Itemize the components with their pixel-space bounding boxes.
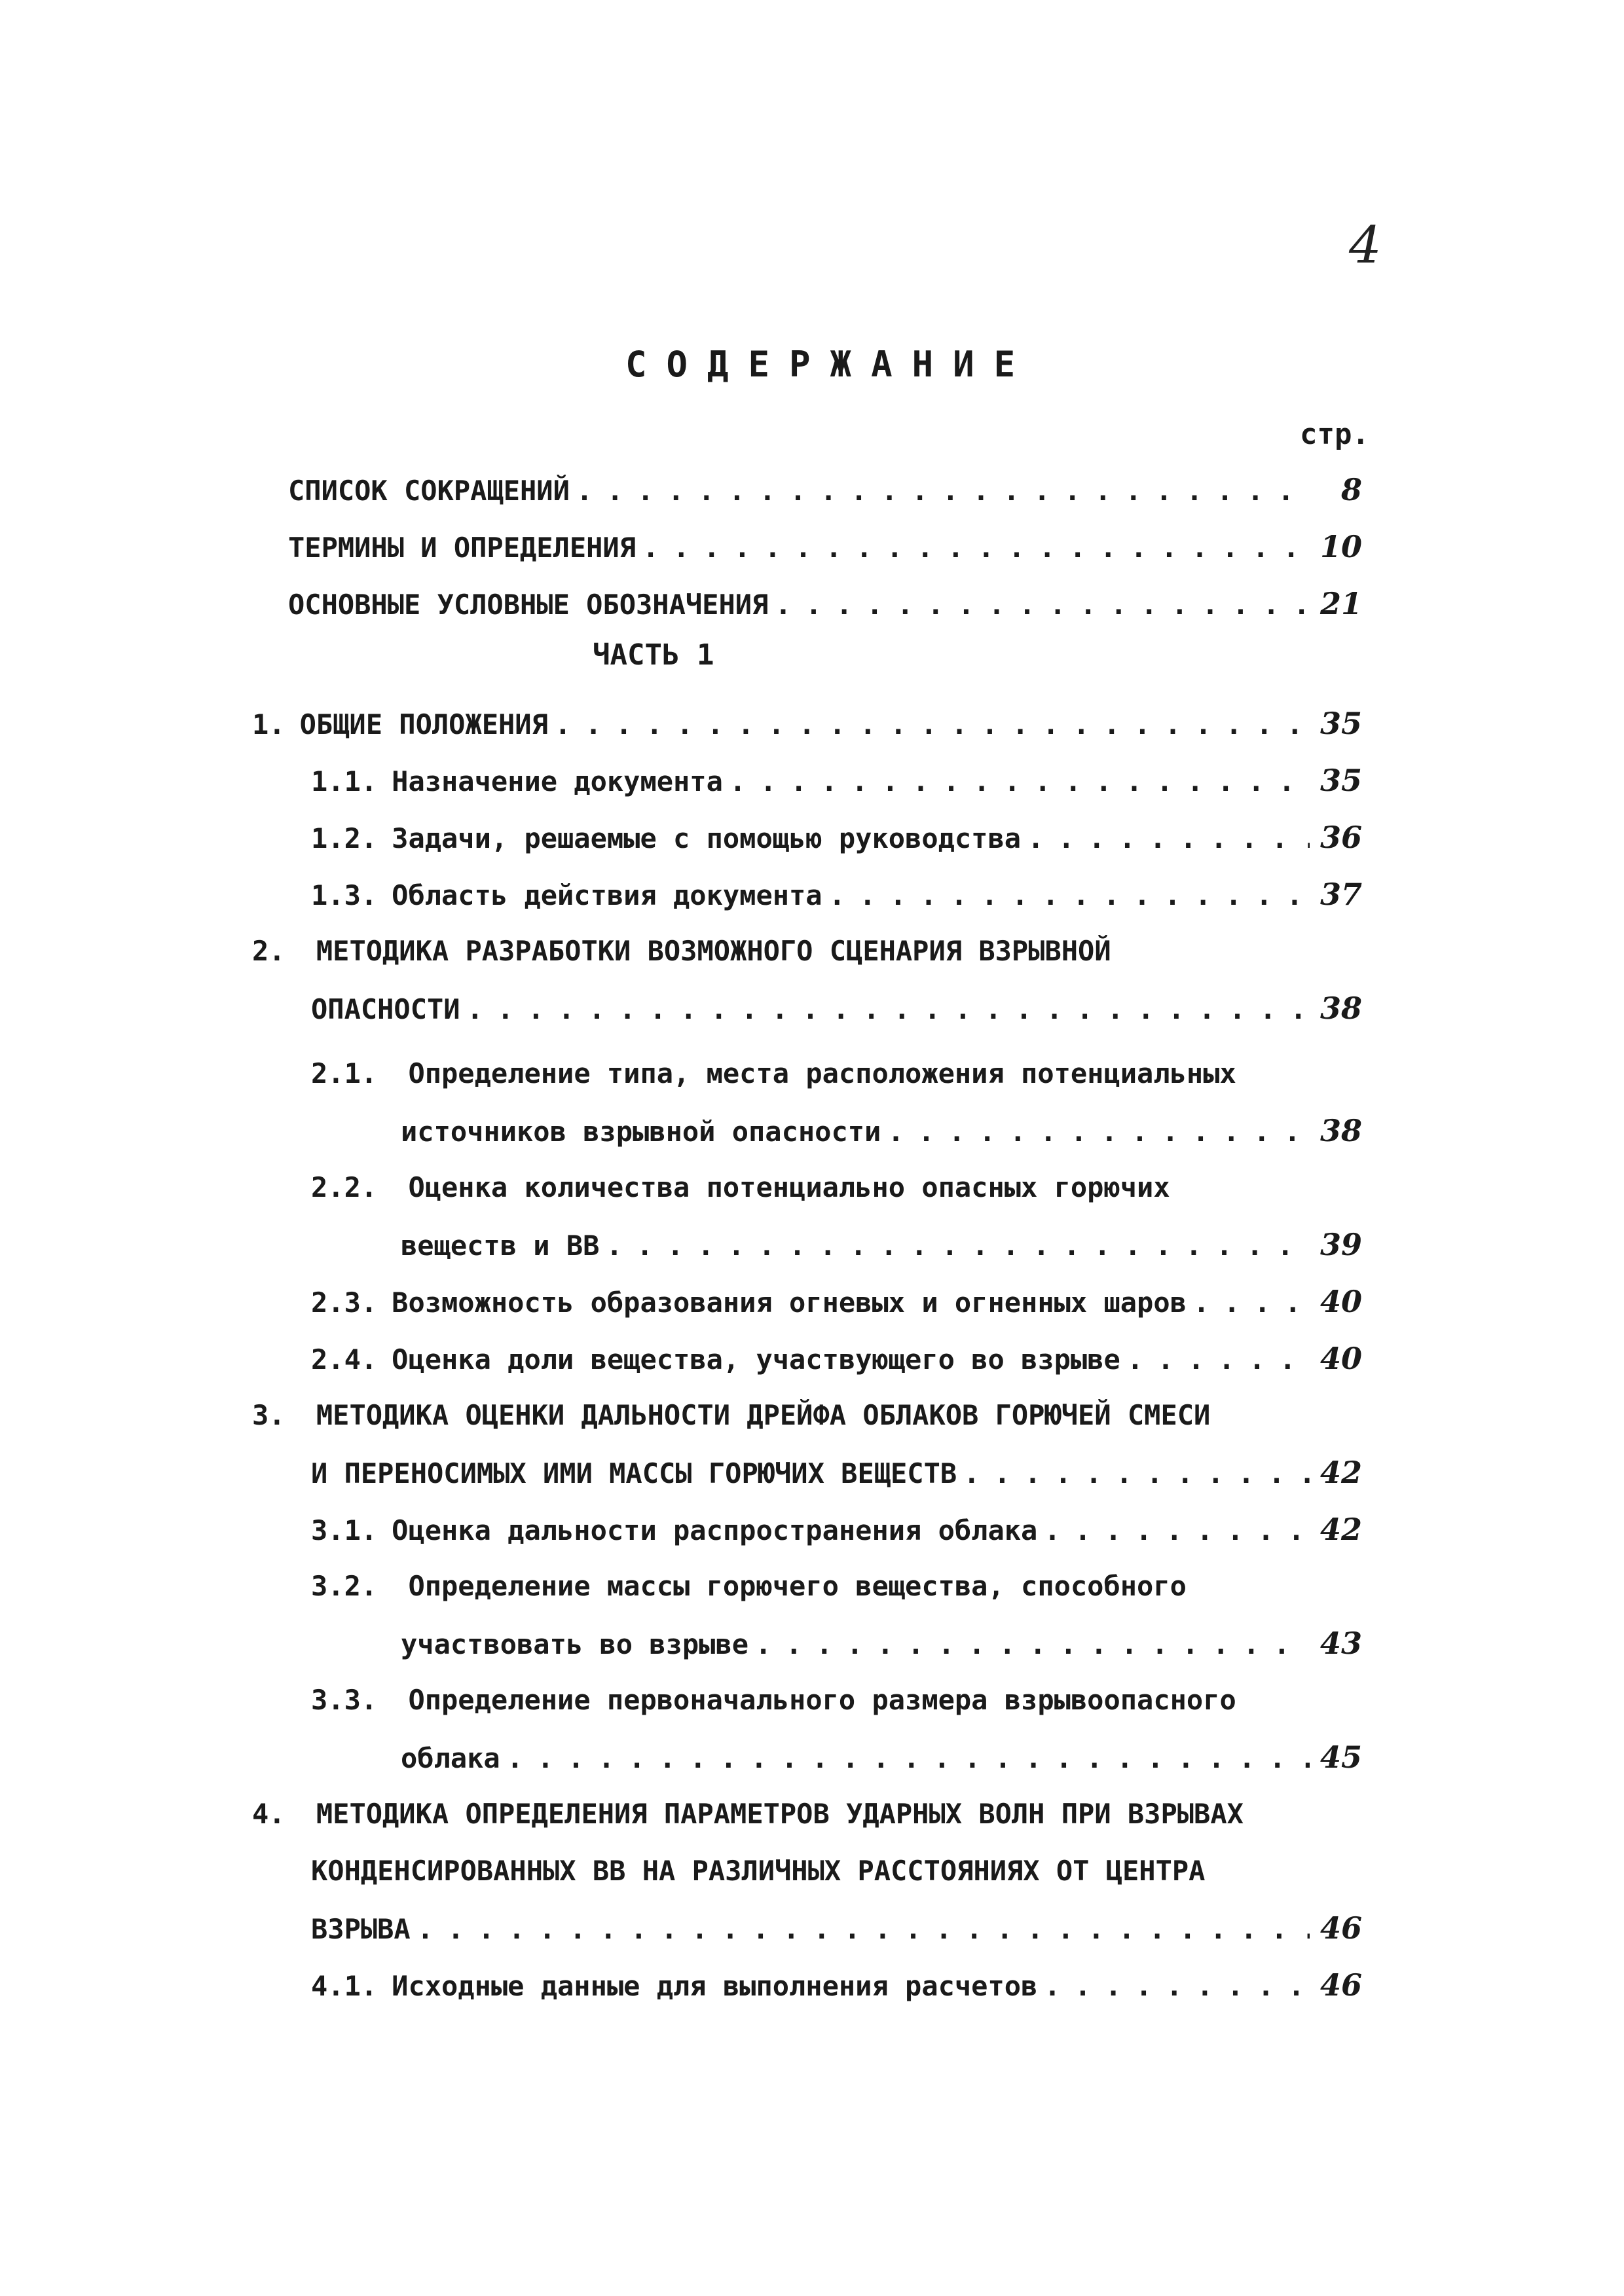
toc-entry-text: источников взрывной опасности bbox=[401, 1116, 881, 1148]
leader-dots bbox=[1044, 1511, 1310, 1550]
toc-entry-number: 1. bbox=[252, 708, 286, 740]
leader-dots bbox=[467, 990, 1310, 1029]
toc-page-number: 10 bbox=[1320, 529, 1362, 564]
toc-entry-text: облака bbox=[401, 1742, 500, 1774]
toc-page-number: 21 bbox=[1320, 586, 1362, 621]
toc-page-number: 38 bbox=[1320, 991, 1362, 1026]
toc-entry-section-3-2[interactable] bbox=[401, 1624, 1362, 1663]
toc-entry-section-4-1[interactable] bbox=[311, 1965, 1362, 2005]
toc-entry-text: ОБЩИЕ ПОЛОЖЕНИЯ bbox=[299, 708, 548, 740]
toc-entry-terms[interactable] bbox=[288, 527, 1362, 566]
toc-entry-text: Определение типа, места расположения потенциальных bbox=[408, 1057, 1236, 1089]
page-number: 4 bbox=[1349, 216, 1382, 275]
toc-entry-text: Определение массы горючего вещества, способного bbox=[408, 1570, 1187, 1602]
page-title: СОДЕРЖАНИЕ bbox=[625, 344, 1035, 385]
toc-entry-text: Область действия документа bbox=[392, 879, 822, 911]
leader-dots bbox=[417, 1910, 1310, 1949]
toc-entry-notation[interactable] bbox=[288, 584, 1362, 623]
toc-entry-section-3[interactable] bbox=[311, 1453, 1362, 1492]
toc-entry-abbreviations[interactable] bbox=[288, 470, 1362, 509]
toc-entry-text: участвовать во взрыве bbox=[401, 1628, 749, 1660]
toc-page-number: 43 bbox=[1320, 1626, 1362, 1661]
toc-entry-number: 4. bbox=[252, 1798, 286, 1830]
toc-entry-text: СПИСОК СОКРАЩЕНИЙ bbox=[288, 475, 570, 507]
toc-entry-number: 1.2. bbox=[311, 822, 378, 854]
toc-entry-section-4-heading-line2[interactable] bbox=[311, 1851, 1205, 1891]
toc-page-number: 42 bbox=[1320, 1455, 1362, 1490]
leader-dots bbox=[963, 1454, 1310, 1493]
toc-entry-number: 1.1. bbox=[311, 765, 378, 797]
leader-dots bbox=[555, 705, 1310, 744]
toc-entry-section-3-heading[interactable] bbox=[252, 1396, 1210, 1435]
leader-dots bbox=[755, 1625, 1310, 1664]
toc-page-number: 35 bbox=[1320, 763, 1362, 798]
toc-entry-text: ВЗРЫВА bbox=[311, 1913, 411, 1945]
toc-entry-text: МЕТОДИКА ОЦЕНКИ ДАЛЬНОСТИ ДРЕЙФА ОБЛАКОВ ГОРЮЧЕЙ СМЕСИ bbox=[316, 1399, 1211, 1431]
toc-entry-number: 1.3. bbox=[311, 879, 378, 911]
leader-dots bbox=[507, 1739, 1310, 1778]
toc-entry-section-1[interactable] bbox=[252, 704, 1362, 743]
toc-entry-number: 3.3. bbox=[311, 1684, 378, 1716]
toc-entry-number: 2.2. bbox=[311, 1171, 378, 1203]
toc-entry-text: Оценка доли вещества, участвующего во взрыве bbox=[392, 1343, 1120, 1376]
leader-dots bbox=[642, 528, 1310, 568]
toc-entry-section-4-heading[interactable] bbox=[252, 1795, 1244, 1834]
toc-entry-text: МЕТОДИКА РАЗРАБОТКИ ВОЗМОЖНОГО СЦЕНАРИЯ ВЗРЫВНОЙ bbox=[316, 935, 1111, 967]
toc-page-number: 40 bbox=[1320, 1284, 1362, 1319]
toc-entry-text: ОСНОВНЫЕ УСЛОВНЫЕ ОБОЗНАЧЕНИЯ bbox=[288, 589, 769, 621]
toc-entry-section-1-2[interactable] bbox=[311, 818, 1362, 857]
toc-page-number: 35 bbox=[1320, 706, 1362, 741]
toc-page-number: 38 bbox=[1320, 1113, 1362, 1148]
toc-entry-section-2-1[interactable] bbox=[401, 1111, 1362, 1150]
toc-entry-text: КОНДЕНСИРОВАННЫХ ВВ НА РАЗЛИЧНЫХ РАССТОЯНИЯХ ОТ ЦЕНТРА bbox=[311, 1855, 1206, 1887]
leader-dots bbox=[729, 762, 1310, 801]
toc-entry-section-3-3-heading[interactable] bbox=[311, 1681, 1236, 1720]
toc-entry-section-3-3[interactable] bbox=[401, 1738, 1362, 1777]
toc-entry-section-2-1-heading[interactable] bbox=[311, 1054, 1236, 1093]
toc-entry-section-1-3[interactable] bbox=[311, 875, 1362, 914]
toc-entry-section-4[interactable] bbox=[311, 1908, 1362, 1948]
toc-entry-number: 2.3. bbox=[311, 1286, 378, 1319]
toc-page-number: 37 bbox=[1320, 877, 1362, 912]
toc-entry-section-2-heading[interactable] bbox=[252, 932, 1111, 971]
leader-dots bbox=[887, 1112, 1310, 1152]
toc-page-number: 40 bbox=[1320, 1341, 1362, 1376]
toc-entry-section-2[interactable] bbox=[311, 989, 1362, 1028]
toc-page-number: 42 bbox=[1320, 1512, 1362, 1547]
toc-entry-section-2-3[interactable] bbox=[311, 1282, 1362, 1321]
page-column-header: стр. bbox=[1300, 418, 1369, 451]
toc-page-number: 45 bbox=[1320, 1740, 1362, 1775]
toc-entry-number: 3. bbox=[252, 1399, 286, 1431]
toc-entry-text: И ПЕРЕНОСИМЫХ ИМИ МАССЫ ГОРЮЧИХ ВЕЩЕСТВ bbox=[311, 1457, 957, 1489]
toc-entry-text: Исходные данные для выполнения расчетов bbox=[392, 1970, 1038, 2002]
toc-entry-section-2-4[interactable] bbox=[311, 1339, 1362, 1378]
toc-entry-section-1-1[interactable] bbox=[311, 761, 1362, 800]
leader-dots bbox=[606, 1226, 1310, 1266]
toc-page-number: 36 bbox=[1320, 820, 1362, 855]
toc-page-number: 46 bbox=[1320, 1910, 1362, 1946]
toc-entry-text: Определение первоначального размера взрывоопасного bbox=[408, 1684, 1236, 1716]
toc-entry-number: 3.2. bbox=[311, 1570, 378, 1602]
toc-entry-number: 2. bbox=[252, 935, 286, 967]
leader-dots bbox=[775, 585, 1310, 625]
toc-page-number: 8 bbox=[1340, 472, 1362, 507]
toc-entry-text: Оценка дальности распространения облака bbox=[392, 1514, 1038, 1546]
leader-dots bbox=[1127, 1340, 1310, 1379]
toc-entry-text: Задачи, решаемые с помощью руководства bbox=[392, 822, 1022, 854]
toc-entry-number: 4.1. bbox=[311, 1970, 378, 2002]
leader-dots bbox=[829, 876, 1310, 915]
toc-entry-text: Назначение документа bbox=[392, 765, 723, 797]
toc-entry-section-2-2-heading[interactable] bbox=[311, 1168, 1170, 1207]
leader-dots bbox=[1044, 1967, 1310, 2006]
toc-entry-text: Оценка количества потенциально опасных горючих bbox=[408, 1171, 1170, 1203]
leader-dots bbox=[1193, 1283, 1310, 1322]
toc-entry-text: ОПАСНОСТИ bbox=[311, 993, 460, 1025]
toc-entry-text: веществ и ВВ bbox=[401, 1230, 600, 1262]
leader-dots bbox=[576, 471, 1310, 511]
toc-entry-section-3-1[interactable] bbox=[311, 1510, 1362, 1549]
toc-entry-text: Возможность образования огневых и огненных шаров bbox=[392, 1286, 1187, 1319]
toc-page-number: 39 bbox=[1320, 1227, 1362, 1262]
part-heading: ЧАСТЬ 1 bbox=[593, 638, 714, 672]
toc-entry-number: 2.1. bbox=[311, 1057, 378, 1089]
toc-page-number: 46 bbox=[1320, 1967, 1362, 2003]
toc-entry-text: МЕТОДИКА ОПРЕДЕЛЕНИЯ ПАРАМЕТРОВ УДАРНЫХ ВОЛН ПРИ ВЗРЫВАХ bbox=[316, 1798, 1244, 1830]
toc-entry-number: 3.1. bbox=[311, 1514, 378, 1546]
toc-entry-text: ТЕРМИНЫ И ОПРЕДЕЛЕНИЯ bbox=[288, 532, 637, 564]
toc-entry-section-2-2[interactable] bbox=[401, 1225, 1362, 1264]
toc-entry-number: 2.4. bbox=[311, 1343, 378, 1376]
leader-dots bbox=[1027, 819, 1310, 858]
toc-entry-section-3-2-heading[interactable] bbox=[311, 1567, 1187, 1606]
